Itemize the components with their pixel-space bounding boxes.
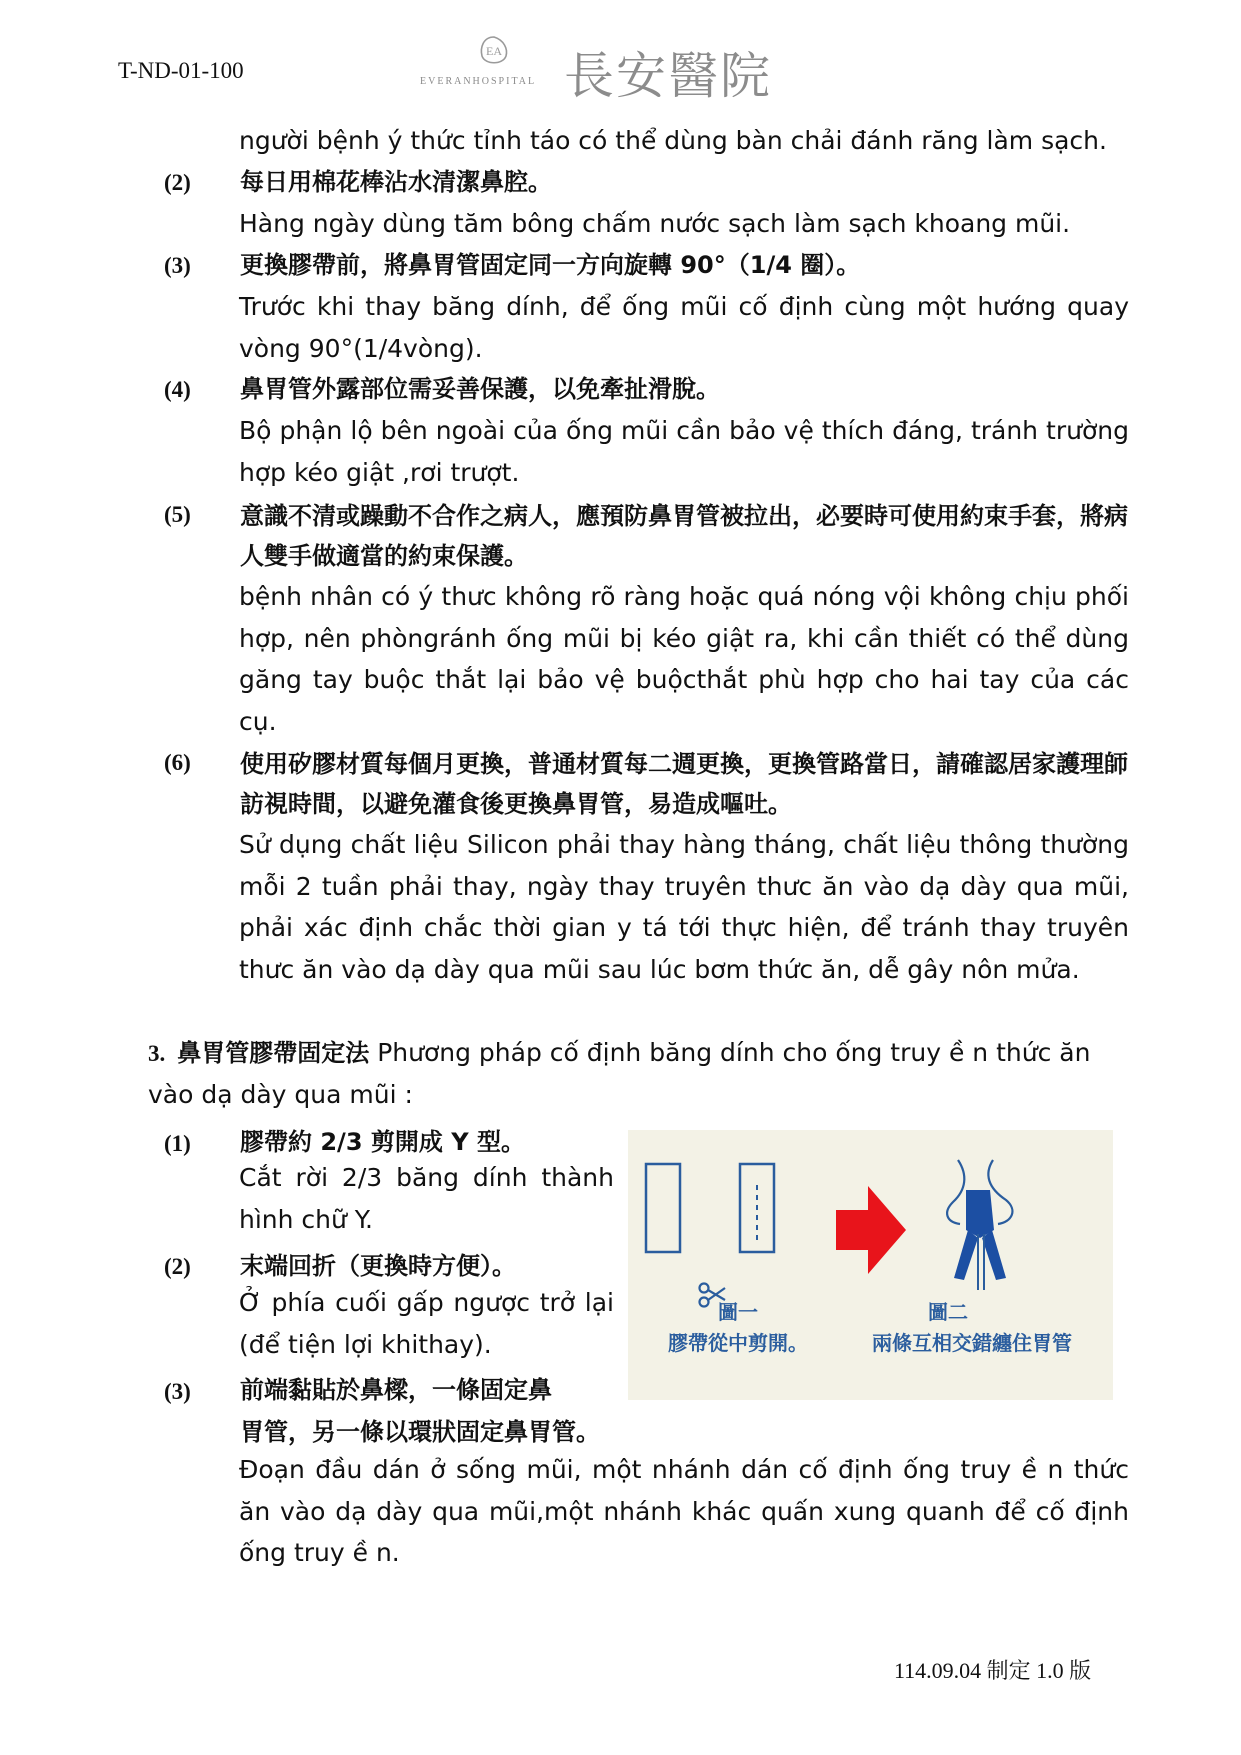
item-number: (4) [164,377,191,402]
hospital-logo [420,30,820,105]
nose-tape-shape [947,1160,1012,1290]
item-text-zh: 使用矽膠材質每個月更換，普通材質每二週更換，更換管路當日，請確認居家護理師訪視時間，以避免灌食後更換鼻胃管，易造成嘔吐。 [240,750,1128,818]
item-text-zh: 每日用棉花棒沾水清潔鼻腔。 [240,168,552,196]
taping-diagram [628,1130,1113,1400]
red-arrow-icon [836,1186,906,1274]
version-footer: 114.09.04 制定 1.0 版 [894,1658,1092,1683]
hospital-emblem-icon [477,34,511,68]
taping-illustration [628,1130,1113,1400]
item-number: (3) [164,1379,191,1404]
item-number: (1) [164,1131,191,1156]
figure1-title: 圖一 [718,1300,758,1324]
item-text-zh: 膠帶約 2/3 剪開成 Y 型。 [240,1128,525,1156]
item-text-zh: 意識不清或躁動不合作之病人，應預防鼻胃管被拉出，必要時可使用約束手套，將病人雙手做適當的約束保護。 [240,502,1128,570]
logo-english-name: EVERANHOSPITAL [420,76,537,87]
logo-chinese-name: 長安醫院 [564,47,772,105]
tape-strip-shape [646,1164,680,1252]
section-title-zh: 鼻胃管膠帶固定法 [177,1039,370,1067]
section-heading [148,1032,1128,1115]
item-text-vi: Ở phía cuối gấp ngược trở lại (để tiện lợi khithay). [239,1288,614,1359]
item-text-vi: Bộ phận lộ bên ngoài của ống mũi cần bảo vệ thích đáng, tránh trường hợp kéo giật ,rơi trượt. [239,416,1129,487]
item-text-zh: 前端黏貼於鼻樑，一條固定鼻 [240,1376,552,1404]
section-number: 3. [148,1041,166,1066]
item-number: (2) [164,1254,191,1279]
section-title-vi: Phương pháp cố định băng dính cho ống truy ề n thức ăn vào dạ dày qua mũi : [148,1038,1091,1109]
item-text-vi: bệnh nhân có ý thưc không rõ ràng hoặc quá nóng vội không chịu phối hợp, nên phòngránh ống mũi bị kéo giật ra, khi cần thiết có thể dùng găng tay buộc thắt lại bảo vệ buộcthắt phù hợp cho hai tay của các cụ. [239,582,1129,736]
item-text-vi: Cắt rời 2/3 băng dính thành hình chữ Y. [239,1163,614,1234]
figure2-caption: 兩條互相交錯纏住胃管 [872,1331,1072,1355]
item-text-vi: Trước khi thay băng dính, để ống mũi cố định cùng một hướng quay vòng 90°(1/4vòng). [239,292,1129,363]
figure2-title: 圖二 [928,1300,968,1324]
item-text-vi: Hàng ngày dùng tăm bông chấm nước sạch làm sạch khoang mũi. [239,209,1071,238]
continued-text: người bệnh ý thức tỉnh táo có thể dùng bàn chải đánh răng làm sạch. [239,126,1107,155]
item-number: (6) [164,750,191,775]
item-number: (2) [164,170,191,195]
item-text-vi: Sử dụng chất liệu Silicon phải thay hàng tháng, chất liệu thông thường mỗi 2 tuần phải thay, ngày thay truyên thưc ăn vào dạ dày qua mũi, phải xác định chắc thời gian y tá tới thực hiện, để tránh thay truyên thưc ăn vào dạ dày qua mũi sau lúc bơm thức ăn, dễ gây nôn mửa. [239,830,1129,984]
svg-text:EA: EA [486,44,502,58]
item-text-zh: 胃管，另一條以環狀固定鼻胃管。 [240,1418,600,1446]
figure1-caption: 膠帶從中剪開。 [668,1331,808,1355]
item-text-zh: 末端回折（更換時方便）。 [240,1252,516,1280]
item-text-zh: 鼻胃管外露部位需妥善保護，以免牽扯滑脫。 [240,375,720,403]
item-text-zh: 更換膠帶前，將鼻胃管固定同一方向旋轉 90°（1/4 圈）。 [240,251,861,279]
item-number: (5) [164,502,191,527]
item-number: (3) [164,253,191,278]
document-code: T-ND-01-100 [118,58,244,83]
item-text-vi: Đoạn đầu dán ở sống mũi, một nhánh dán cố định ống truy ề n thức ăn vào dạ dày qua mũi,một nhánh khác quấn xung quanh để cố định ống truy ề n. [239,1455,1129,1567]
